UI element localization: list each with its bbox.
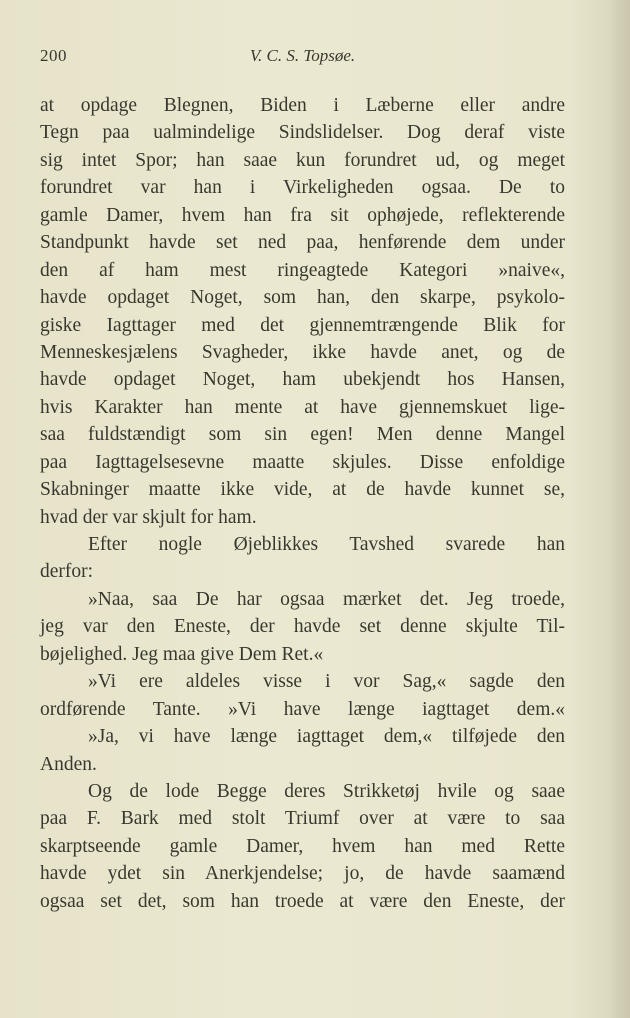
text-line: havde opdaget Noget, som han, den skarpe, psykolo- xyxy=(40,287,565,309)
text-line: »Vi ere aldeles visse i vor Sag,« sagde den xyxy=(88,671,565,693)
text-line: giske Iagttager med det gjennemtrængende Blik for xyxy=(40,314,565,336)
text-line: Standpunkt havde set ned paa, henførende dem under xyxy=(40,232,565,254)
text-line: Anden. xyxy=(40,753,97,775)
text-line: gamle Damer, hvem han fra sit ophøjede, reflekterende xyxy=(40,204,565,226)
text-line: paa F. Bark med stolt Triumf over at være to saa xyxy=(40,808,565,830)
text-line: Skabninger maatte ikke vide, at de havde kunnet se, xyxy=(40,479,565,501)
page-header xyxy=(40,46,565,70)
text-line: saa fuldstændigt som sin egen! Men denne Mangel xyxy=(40,424,565,446)
page-number: 200 xyxy=(40,46,67,65)
text-line: skarptseende gamle Damer, hvem han med Rette xyxy=(40,835,565,857)
text-line: ogsaa set det, som han troede at være den Eneste, der xyxy=(40,890,565,912)
text-line: forundret var han i Virkeligheden ogsaa. De to xyxy=(40,177,565,199)
text-line: hvis Karakter han mente at have gjennemskuet lige- xyxy=(40,396,565,418)
text-line: hvad der var skjult for ham. xyxy=(40,506,257,528)
text-line: »Ja, vi have længe iagttaget dem,« tilføjede den xyxy=(88,726,565,748)
page-edge-shadow xyxy=(612,0,630,1018)
running-title: V. C. S. Topsøe. xyxy=(249,46,356,65)
text-line: Efter nogle Øjeblikkes Tavshed svarede han xyxy=(88,534,565,555)
text-line: sig intet Spor; han saae kun forundret ud, og meget xyxy=(40,149,565,171)
text-line: Tegn paa ualmindelige Sindslidelser. Dog deraf viste xyxy=(40,122,565,144)
text-line: ordførende Tante. »Vi have længe iagttaget dem.« xyxy=(40,698,565,720)
text-line: havde opdaget Noget, ham ubekjendt hos Hansen, xyxy=(40,369,565,391)
text-line: bøjelighed. Jeg maa give Dem Ret.« xyxy=(40,643,324,665)
text-line: »Naa, saa De har ogsaa mærket det. Jeg troede, xyxy=(88,588,565,610)
text-line: paa Iagttagelsesevne maatte skjules. Disse enfoldige xyxy=(40,451,565,473)
text-line: havde ydet sin Anerkjendelse; jo, de havde saamænd xyxy=(40,863,565,885)
text-line: jeg var den Eneste, der havde set denne skjulte Til- xyxy=(40,616,565,638)
text-line: den af ham mest ringeagtede Kategori »naive«, xyxy=(40,259,565,281)
text-line: at opdage Blegnen, Biden i Læberne eller andre xyxy=(40,95,565,116)
text-line: Og de lode Begge deres Strikketøj hvile og saae xyxy=(88,780,565,802)
body-text xyxy=(40,92,565,915)
text-line: derfor: xyxy=(40,561,94,583)
text-line: Menneskesjælens Svagheder, ikke havde anet, og de xyxy=(40,341,565,363)
